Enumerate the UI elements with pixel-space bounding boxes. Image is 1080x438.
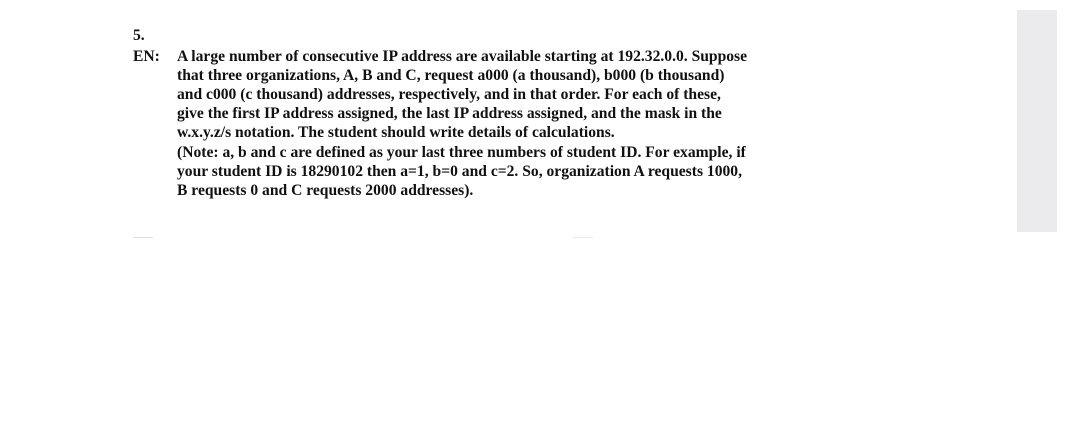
question-line: your student ID is 18290102 then a=1, b=0 and c=2. So, organization A requests 1000, <box>177 162 742 180</box>
question-body <box>133 47 903 200</box>
question-line: B requests 0 and C requests 2000 addresses). <box>177 181 474 199</box>
question-line: give the first IP address assigned, the last IP address assigned, and the mask in the <box>177 105 722 123</box>
question-block <box>133 26 903 200</box>
question-line: (Note: a, b and c are defined as your last three numbers of student ID. For example, if <box>177 143 746 161</box>
language-label: EN: <box>133 48 160 66</box>
question-line: w.x.y.z/s notation. The student should write details of calculations. <box>177 124 615 142</box>
question-line: that three organizations, A, B and C, request a000 (a thousand), b000 (b thousand) <box>177 67 725 85</box>
divider <box>133 237 885 238</box>
question-line: A large number of consecutive IP address are available starting at 192.32.0.0. Suppose <box>177 48 748 66</box>
question-number: 5. <box>133 27 145 44</box>
side-panel <box>1017 10 1057 232</box>
question-line: and c000 (c thousand) addresses, respectively, and in that order. For each of these, <box>177 86 721 104</box>
